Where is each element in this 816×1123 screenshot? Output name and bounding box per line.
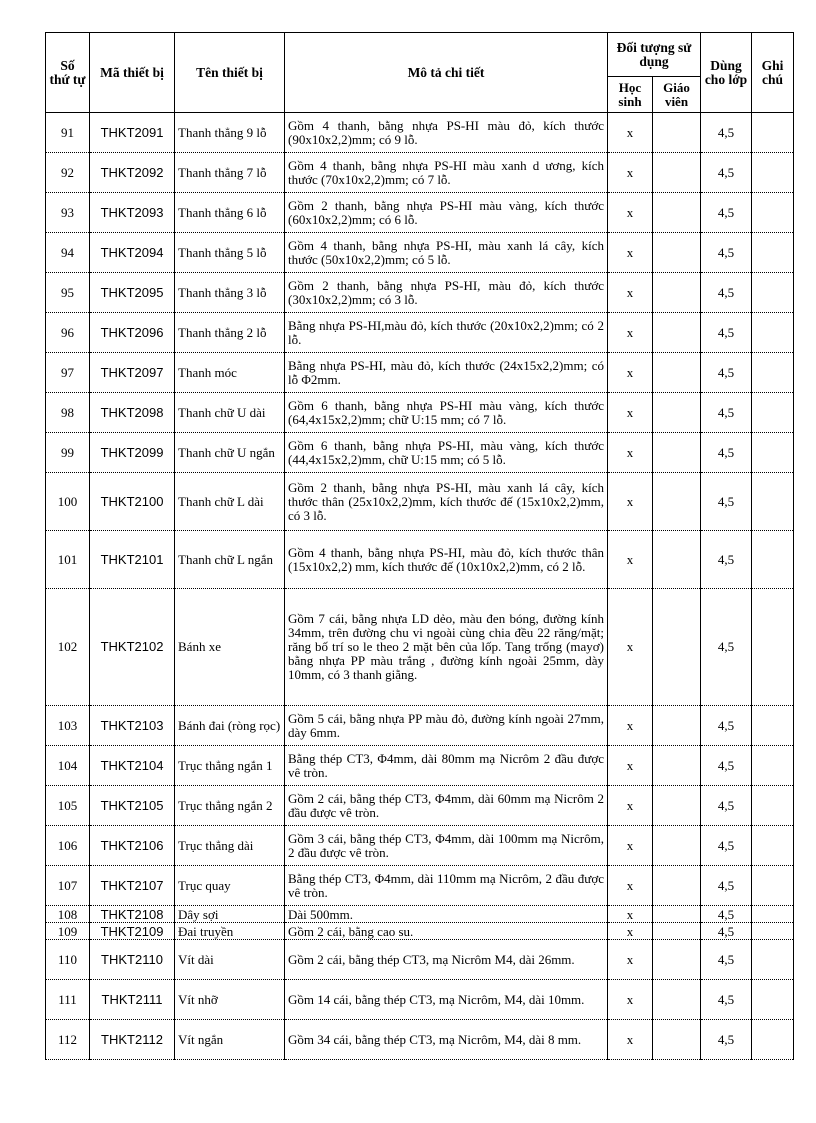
table-row xyxy=(46,313,794,353)
row-teacher xyxy=(653,153,701,193)
row-desc: Gồm 4 thanh, bằng nhựa PS-HI, màu đỏ, kích thước thân (15x10x2,2) mm, kích thước đế (10x10x2,2)mm, có 2 lỗ. xyxy=(285,531,608,589)
table-row xyxy=(46,273,794,313)
row-student: x xyxy=(608,826,653,866)
row-note xyxy=(752,923,794,940)
header-grade: Dùng cho lớp xyxy=(701,33,752,113)
row-no: 103 xyxy=(46,706,90,746)
row-note xyxy=(752,746,794,786)
row-grade: 4,5 xyxy=(701,706,752,746)
row-no: 111 xyxy=(46,980,90,1020)
row-grade: 4,5 xyxy=(701,473,752,531)
row-note xyxy=(752,706,794,746)
row-student: x xyxy=(608,980,653,1020)
row-teacher xyxy=(653,786,701,826)
table-row xyxy=(46,826,794,866)
row-no: 92 xyxy=(46,153,90,193)
row-teacher xyxy=(653,313,701,353)
row-no: 110 xyxy=(46,940,90,980)
row-name: Thanh thẳng 9 lỗ xyxy=(175,113,285,153)
row-code: THKT2092 xyxy=(90,153,175,193)
row-desc: Bằng nhựa PS-HI, màu đỏ, kích thước (24x15x2,2)mm; có lỗ Φ2mm. xyxy=(285,353,608,393)
row-no: 109 xyxy=(46,923,90,940)
row-teacher xyxy=(653,980,701,1020)
table-row xyxy=(46,746,794,786)
row-no: 97 xyxy=(46,353,90,393)
row-name: Thanh chữ L ngắn xyxy=(175,531,285,589)
row-teacher xyxy=(653,353,701,393)
row-desc: Gồm 2 cái, bằng thép CT3, Φ4mm, dài 60mm mạ Nicrôm 2 đầu được vê tròn. xyxy=(285,786,608,826)
row-no: 100 xyxy=(46,473,90,531)
table-row xyxy=(46,980,794,1020)
header-code: Mã thiết bị xyxy=(90,33,175,113)
row-desc: Bằng thép CT3, Φ4mm, dài 110mm mạ Nicrôm, 2 đầu được vê tròn. xyxy=(285,866,608,906)
row-code: THKT2091 xyxy=(90,113,175,153)
row-desc: Gồm 5 cái, bằng nhựa PP màu đỏ, đường kính ngoài 27mm, dày 6mm. xyxy=(285,706,608,746)
row-desc: Gồm 14 cái, bằng thép CT3, mạ Nicrôm, M4, dài 10mm. xyxy=(285,980,608,1020)
row-no: 98 xyxy=(46,393,90,433)
row-code: THKT2099 xyxy=(90,433,175,473)
row-note xyxy=(752,273,794,313)
row-note xyxy=(752,233,794,273)
row-name: Thanh móc xyxy=(175,353,285,393)
table-row xyxy=(46,589,794,706)
row-name: Thanh chữ U ngắn xyxy=(175,433,285,473)
row-student: x xyxy=(608,923,653,940)
row-code: THKT2108 xyxy=(90,906,175,923)
header-no: Số thứ tự xyxy=(46,33,90,113)
row-no: 102 xyxy=(46,589,90,706)
row-teacher xyxy=(653,473,701,531)
row-no: 93 xyxy=(46,193,90,233)
row-note xyxy=(752,980,794,1020)
row-teacher xyxy=(653,393,701,433)
row-no: 106 xyxy=(46,826,90,866)
row-student: x xyxy=(608,433,653,473)
row-no: 105 xyxy=(46,786,90,826)
row-no: 104 xyxy=(46,746,90,786)
row-grade: 4,5 xyxy=(701,313,752,353)
row-grade: 4,5 xyxy=(701,393,752,433)
row-desc: Gồm 2 thanh, bằng nhựa PS-HI, màu đỏ, kích thước (30x10x2,2)mm; có 3 lỗ. xyxy=(285,273,608,313)
row-no: 95 xyxy=(46,273,90,313)
row-note xyxy=(752,313,794,353)
row-code: THKT2093 xyxy=(90,193,175,233)
row-note xyxy=(752,353,794,393)
row-name: Thanh chữ U dài xyxy=(175,393,285,433)
row-code: THKT2101 xyxy=(90,531,175,589)
row-code: THKT2094 xyxy=(90,233,175,273)
row-code: THKT2105 xyxy=(90,786,175,826)
row-name: Thanh thẳng 6 lỗ xyxy=(175,193,285,233)
row-grade: 4,5 xyxy=(701,1020,752,1060)
row-student: x xyxy=(608,353,653,393)
row-note xyxy=(752,531,794,589)
row-note xyxy=(752,786,794,826)
row-student: x xyxy=(608,273,653,313)
row-name: Trục thẳng ngắn 2 xyxy=(175,786,285,826)
row-name: Đai truyền xyxy=(175,923,285,940)
row-name: Trục thẳng ngắn 1 xyxy=(175,746,285,786)
row-note xyxy=(752,826,794,866)
row-code: THKT2106 xyxy=(90,826,175,866)
row-desc: Bằng thép CT3, Φ4mm, dài 80mm mạ Nicrôm 2 đầu được vê tròn. xyxy=(285,746,608,786)
row-desc: Dài 500mm. xyxy=(285,906,608,923)
table-row xyxy=(46,940,794,980)
row-grade: 4,5 xyxy=(701,923,752,940)
row-name: Vít dài xyxy=(175,940,285,980)
row-name: Bánh xe xyxy=(175,589,285,706)
row-grade: 4,5 xyxy=(701,273,752,313)
table-row xyxy=(46,473,794,531)
table-row xyxy=(46,393,794,433)
table-row xyxy=(46,866,794,906)
row-desc: Gồm 3 cái, bằng thép CT3, Φ4mm, dài 100mm mạ Nicrôm, 2 đầu được vê tròn. xyxy=(285,826,608,866)
header-student: Học sinh xyxy=(608,77,653,113)
row-no: 96 xyxy=(46,313,90,353)
row-code: THKT2095 xyxy=(90,273,175,313)
row-desc: Bằng nhựa PS-HI,màu đỏ, kích thước (20x10x2,2)mm; có 2 lỗ. xyxy=(285,313,608,353)
row-grade: 4,5 xyxy=(701,589,752,706)
row-student: x xyxy=(608,393,653,433)
table-row xyxy=(46,906,794,923)
row-teacher xyxy=(653,940,701,980)
row-code: THKT2096 xyxy=(90,313,175,353)
row-teacher xyxy=(653,589,701,706)
header-note: Ghi chú xyxy=(752,33,794,113)
row-code: THKT2104 xyxy=(90,746,175,786)
row-teacher xyxy=(653,826,701,866)
row-student: x xyxy=(608,1020,653,1060)
row-code: THKT2107 xyxy=(90,866,175,906)
row-grade: 4,5 xyxy=(701,433,752,473)
row-name: Thanh thẳng 2 lỗ xyxy=(175,313,285,353)
row-note xyxy=(752,1020,794,1060)
row-desc: Gồm 2 cái, bằng cao su. xyxy=(285,923,608,940)
table-row xyxy=(46,193,794,233)
row-student: x xyxy=(608,313,653,353)
row-teacher xyxy=(653,531,701,589)
row-student: x xyxy=(608,589,653,706)
row-student: x xyxy=(608,906,653,923)
row-note xyxy=(752,153,794,193)
row-grade: 4,5 xyxy=(701,233,752,273)
row-teacher xyxy=(653,866,701,906)
row-note xyxy=(752,113,794,153)
row-code: THKT2100 xyxy=(90,473,175,531)
row-teacher xyxy=(653,906,701,923)
row-name: Vít nhỡ xyxy=(175,980,285,1020)
row-grade: 4,5 xyxy=(701,866,752,906)
header-target: Đối tượng sử dụng xyxy=(608,33,701,77)
row-desc: Gồm 6 thanh, bằng nhựa PS-HI màu vàng, kích thước (64,4x15x2,2)mm; chữ U:15 mm; có 7 lỗ. xyxy=(285,393,608,433)
row-desc: Gồm 4 thanh, bằng nhựa PS-HI màu đỏ, kích thước (90x10x2,2)mm; có 9 lỗ. xyxy=(285,113,608,153)
row-desc: Gồm 6 thanh, bằng nhựa PS-HI, màu vàng, kích thước (44,4x15x2,2)mm, chữ U:15 mm; có 5 lỗ. xyxy=(285,433,608,473)
row-name: Bánh đai (ròng rọc) xyxy=(175,706,285,746)
row-name: Thanh thẳng 3 lỗ xyxy=(175,273,285,313)
row-student: x xyxy=(608,473,653,531)
row-note xyxy=(752,866,794,906)
row-code: THKT2109 xyxy=(90,923,175,940)
row-code: THKT2103 xyxy=(90,706,175,746)
row-no: 94 xyxy=(46,233,90,273)
row-code: THKT2112 xyxy=(90,1020,175,1060)
row-note xyxy=(752,433,794,473)
row-grade: 4,5 xyxy=(701,353,752,393)
row-student: x xyxy=(608,153,653,193)
row-teacher xyxy=(653,273,701,313)
row-note xyxy=(752,940,794,980)
row-code: THKT2098 xyxy=(90,393,175,433)
row-desc: Gồm 2 thanh, bằng nhựa PS-HI, màu xanh lá cây, kích thước thân (25x10x2,2)mm, kích thước đế (15x10x2,2)mm, có 3 lỗ. xyxy=(285,473,608,531)
row-code: THKT2111 xyxy=(90,980,175,1020)
row-teacher xyxy=(653,193,701,233)
row-grade: 4,5 xyxy=(701,746,752,786)
row-note xyxy=(752,589,794,706)
row-note xyxy=(752,193,794,233)
row-student: x xyxy=(608,706,653,746)
row-grade: 4,5 xyxy=(701,826,752,866)
row-name: Trục thẳng dài xyxy=(175,826,285,866)
row-teacher xyxy=(653,1020,701,1060)
row-desc: Gồm 2 thanh, bằng nhựa PS-HI màu vàng, kích thước (60x10x2,2)mm; có 6 lỗ. xyxy=(285,193,608,233)
row-grade: 4,5 xyxy=(701,193,752,233)
row-code: THKT2102 xyxy=(90,589,175,706)
header-teacher: Giáo viên xyxy=(653,77,701,113)
row-desc: Gồm 2 cái, bằng thép CT3, mạ Nicrôm M4, dài 26mm. xyxy=(285,940,608,980)
table-row xyxy=(46,113,794,153)
row-student: x xyxy=(608,866,653,906)
row-teacher xyxy=(653,233,701,273)
table-row xyxy=(46,786,794,826)
row-grade: 4,5 xyxy=(701,980,752,1020)
row-student: x xyxy=(608,786,653,826)
table-row xyxy=(46,1020,794,1060)
row-note xyxy=(752,906,794,923)
row-grade: 4,5 xyxy=(701,786,752,826)
table-row xyxy=(46,153,794,193)
row-student: x xyxy=(608,940,653,980)
row-name: Vít ngắn xyxy=(175,1020,285,1060)
row-grade: 4,5 xyxy=(701,153,752,193)
row-student: x xyxy=(608,113,653,153)
equipment-table xyxy=(45,32,794,1060)
row-code: THKT2110 xyxy=(90,940,175,980)
row-student: x xyxy=(608,746,653,786)
row-desc: Gồm 4 thanh, bằng nhựa PS-HI màu xanh d ương, kích thước (70x10x2,2)mm; có 7 lỗ. xyxy=(285,153,608,193)
row-no: 99 xyxy=(46,433,90,473)
row-no: 108 xyxy=(46,906,90,923)
row-teacher xyxy=(653,923,701,940)
row-grade: 4,5 xyxy=(701,113,752,153)
row-name: Dây sợi xyxy=(175,906,285,923)
table-row xyxy=(46,706,794,746)
row-no: 107 xyxy=(46,866,90,906)
row-teacher xyxy=(653,113,701,153)
row-grade: 4,5 xyxy=(701,940,752,980)
table-row xyxy=(46,531,794,589)
row-no: 112 xyxy=(46,1020,90,1060)
row-name: Trục quay xyxy=(175,866,285,906)
row-teacher xyxy=(653,746,701,786)
table-row xyxy=(46,923,794,940)
row-no: 101 xyxy=(46,531,90,589)
header-desc: Mô tả chi tiết xyxy=(285,33,608,113)
row-desc: Gồm 34 cái, bằng thép CT3, mạ Nicrôm, M4, dài 8 mm. xyxy=(285,1020,608,1060)
table-row xyxy=(46,353,794,393)
table-row xyxy=(46,233,794,273)
header-name: Tên thiết bị xyxy=(175,33,285,113)
row-name: Thanh thẳng 5 lỗ xyxy=(175,233,285,273)
row-note xyxy=(752,393,794,433)
row-student: x xyxy=(608,233,653,273)
table-row xyxy=(46,433,794,473)
row-note xyxy=(752,473,794,531)
row-desc: Gồm 4 thanh, bằng nhựa PS-HI, màu xanh lá cây, kích thước (50x10x2,2)mm; có 5 lỗ. xyxy=(285,233,608,273)
row-teacher xyxy=(653,433,701,473)
row-desc: Gồm 7 cái, bằng nhựa LD dẻo, màu đen bóng, đường kính 34mm, trên đường chu vi ngoài cùng chia đều 22 răng/mặt; răng bố trí so le theo 2 mặt bên của lốp. Tang trống (mayơ) bằng nhựa PP màu trắng , đường kính ngoài 25mm, dày 10mm, có 3 thanh giằng. xyxy=(285,589,608,706)
row-teacher xyxy=(653,706,701,746)
row-code: THKT2097 xyxy=(90,353,175,393)
row-name: Thanh thẳng 7 lỗ xyxy=(175,153,285,193)
row-name: Thanh chữ L dài xyxy=(175,473,285,531)
row-student: x xyxy=(608,531,653,589)
row-grade: 4,5 xyxy=(701,531,752,589)
row-no: 91 xyxy=(46,113,90,153)
row-grade: 4,5 xyxy=(701,906,752,923)
row-student: x xyxy=(608,193,653,233)
